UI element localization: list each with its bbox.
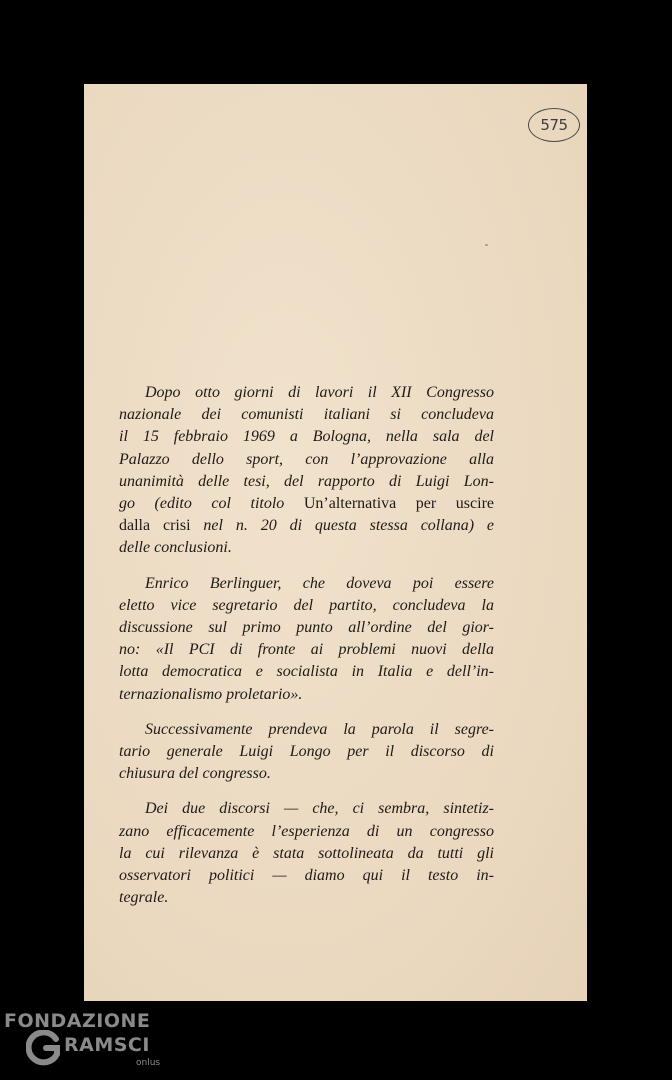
- paragraph: [119, 798, 494, 909]
- text-line: [119, 843, 494, 865]
- text-segment: dalla crisi: [119, 517, 191, 535]
- text-line: [119, 595, 494, 617]
- text-line: [119, 798, 494, 820]
- text-segment: tario generale Luigi Longo per il discorso di: [119, 743, 494, 761]
- body-text: [119, 382, 494, 922]
- text-line: [119, 763, 494, 785]
- fondazione-gramsci-logo: [0, 1006, 170, 1080]
- text-line: [119, 617, 494, 639]
- text-line: [119, 493, 494, 515]
- text-segment: unanimità delle tesi, del rapporto di Luigi Lon-: [119, 472, 494, 490]
- text-segment: Successivamente prendeva la parola il segre-: [145, 720, 494, 738]
- text-segment: ternazionalismo proletario».: [119, 685, 303, 703]
- paragraph: [119, 382, 494, 560]
- text-segment: nazionale dei comunisti italiani si concludeva: [119, 406, 494, 424]
- text-line: [119, 449, 494, 471]
- text-line: [119, 639, 494, 661]
- text-segment: Dopo otto giorni di lavori il XII Congresso: [145, 384, 494, 401]
- text-line: [119, 537, 494, 559]
- text-line: [119, 661, 494, 683]
- text-line: [119, 887, 494, 909]
- text-segment: discussione sul primo punto all’ordine del gior-: [119, 619, 494, 637]
- text-line: [119, 515, 494, 537]
- text-line: [119, 741, 494, 763]
- paragraph: [119, 573, 494, 706]
- text-segment: Palazzo dello sport, con l’approvazione alla: [119, 450, 494, 468]
- text-segment: la cui rilevanza è stata sottolineata da tutti gli: [119, 844, 494, 862]
- text-segment: eletto vice segretario del partito, concludeva la: [119, 596, 494, 614]
- paragraph: [119, 719, 494, 786]
- text-segment: zano efficacemente l’esperienza di un congresso: [119, 822, 494, 840]
- text-line: [119, 404, 494, 426]
- text-line: [119, 821, 494, 843]
- text-line: [119, 426, 494, 448]
- logo-g-icon: [26, 1030, 62, 1066]
- logo-text-top: FONDAZIONE: [4, 1010, 151, 1032]
- text-segment: go (edito col titolo: [119, 495, 304, 513]
- text-segment: no: «Il PCI di fronte ai problemi nuovi della: [119, 641, 494, 659]
- text-line: [119, 382, 494, 404]
- text-line: [119, 684, 494, 706]
- paper-speck: [485, 244, 488, 246]
- text-segment: osservatori politici — diamo qui il testo in-: [119, 867, 494, 885]
- text-segment: lotta democratica e socialista in Italia e dell’in-: [119, 663, 494, 681]
- text-segment: il 15 febbraio 1969 a Bologna, nella sala del: [119, 428, 494, 446]
- text-line: [119, 719, 494, 741]
- text-line: [119, 471, 494, 493]
- archive-number-stamp: [528, 108, 580, 142]
- archive-number: 575: [540, 116, 568, 134]
- text-segment: tegrale.: [119, 889, 169, 907]
- text-line: [119, 865, 494, 887]
- logo-subtext: onlus: [136, 1058, 161, 1068]
- text-segment: Enrico Berlinguer, che doveva poi essere: [145, 574, 494, 592]
- text-segment: delle conclusioni.: [119, 539, 232, 557]
- text-segment: nel n. 20 di questa stessa collana) e: [190, 517, 495, 535]
- text-line: [119, 573, 494, 595]
- text-segment: Un’alternativa per uscire: [303, 495, 494, 513]
- document-page: [84, 84, 587, 1001]
- logo-text-bottom: RAMSCI: [64, 1034, 150, 1056]
- text-segment: chiusura del congresso.: [119, 765, 271, 783]
- text-segment: Dei due discorsi — che, ci sembra, sintetiz-: [145, 800, 494, 818]
